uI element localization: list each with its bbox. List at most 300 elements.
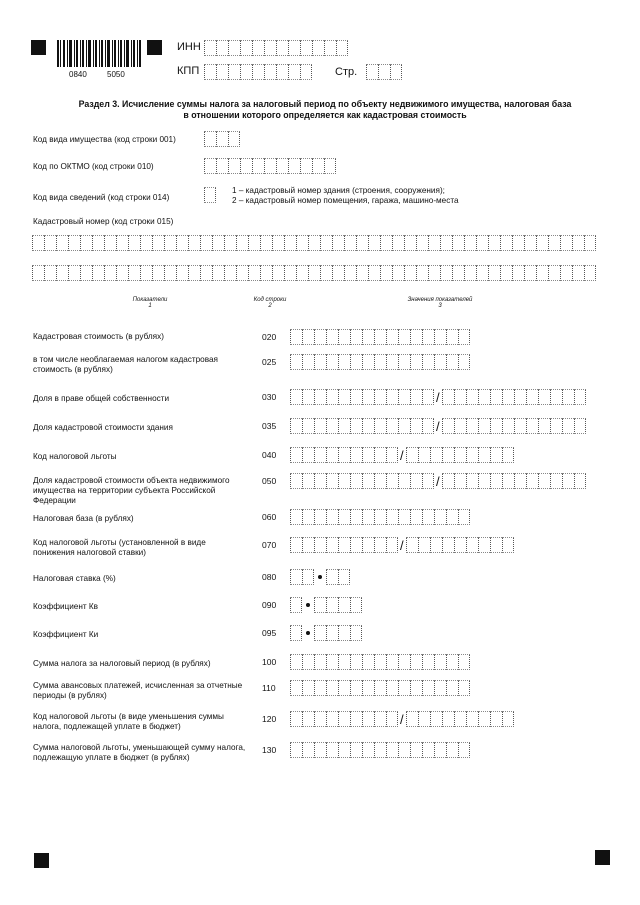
input-cell[interactable] [296,235,308,251]
input-cell[interactable] [500,265,512,281]
input-cell[interactable] [466,711,478,727]
input-cell[interactable] [512,235,524,251]
input-cell[interactable] [514,418,526,434]
input-cell[interactable] [422,329,434,345]
input-cell[interactable] [548,265,560,281]
row-040-value-field[interactable] [290,447,514,463]
input-cell[interactable] [248,265,260,281]
input-cell[interactable] [320,265,332,281]
input-cell[interactable] [362,389,374,405]
input-cell[interactable] [290,509,302,525]
input-cell[interactable] [386,742,398,758]
input-cell[interactable] [428,235,440,251]
input-cell[interactable] [276,40,288,56]
input-cell[interactable] [204,64,216,80]
input-cell[interactable] [550,473,562,489]
input-cell[interactable] [314,742,326,758]
input-cell[interactable] [212,265,224,281]
input-cell[interactable] [490,418,502,434]
input-cell[interactable] [338,742,350,758]
input-cell[interactable] [284,235,296,251]
input-cell[interactable] [362,742,374,758]
input-cell[interactable] [338,473,350,489]
input-cell[interactable] [466,447,478,463]
input-cell[interactable] [574,389,586,405]
input-cell[interactable] [490,473,502,489]
input-cell[interactable] [204,131,216,147]
input-cell[interactable] [176,235,188,251]
input-cell[interactable] [326,509,338,525]
input-cell[interactable] [398,680,410,696]
input-cell[interactable] [326,711,338,727]
input-cell[interactable] [314,447,326,463]
input-cell[interactable] [200,265,212,281]
input-cell[interactable] [338,680,350,696]
input-cell[interactable] [362,329,374,345]
input-cell[interactable] [338,418,350,434]
input-cell[interactable] [350,654,362,670]
input-cell[interactable] [326,742,338,758]
input-cell[interactable] [116,265,128,281]
input-cell[interactable] [442,473,454,489]
input-cell[interactable] [374,711,386,727]
input-cell[interactable] [490,711,502,727]
input-cell[interactable] [454,537,466,553]
input-cell[interactable] [454,389,466,405]
input-cell[interactable] [362,354,374,370]
input-cell[interactable] [290,354,302,370]
input-cell[interactable] [410,654,422,670]
input-cell[interactable] [80,265,92,281]
input-cell[interactable] [302,711,314,727]
input-cell[interactable] [514,389,526,405]
input-cell[interactable] [446,329,458,345]
input-cell[interactable] [386,447,398,463]
info-type-field[interactable] [204,187,216,203]
input-cell[interactable] [562,418,574,434]
input-cell[interactable] [290,711,302,727]
input-cell[interactable] [560,265,572,281]
input-cell[interactable] [104,235,116,251]
input-cell[interactable] [314,597,326,613]
input-cell[interactable] [288,158,300,174]
input-cell[interactable] [314,354,326,370]
input-cell[interactable] [378,64,390,80]
input-cell[interactable] [116,235,128,251]
input-cell[interactable] [406,711,418,727]
input-cell[interactable] [374,418,386,434]
input-cell[interactable] [338,569,350,585]
input-cell[interactable] [302,418,314,434]
input-cell[interactable] [338,654,350,670]
input-cell[interactable] [314,680,326,696]
input-cell[interactable] [350,329,362,345]
input-cell[interactable] [434,354,446,370]
input-cell[interactable] [386,329,398,345]
input-cell[interactable] [224,265,236,281]
input-cell[interactable] [500,235,512,251]
input-cell[interactable] [422,680,434,696]
input-cell[interactable] [490,447,502,463]
input-cell[interactable] [446,509,458,525]
input-cell[interactable] [398,354,410,370]
input-cell[interactable] [446,680,458,696]
input-cell[interactable] [338,389,350,405]
input-cell[interactable] [326,597,338,613]
input-cell[interactable] [326,354,338,370]
input-cell[interactable] [204,40,216,56]
input-cell[interactable] [466,537,478,553]
input-cell[interactable] [418,447,430,463]
input-cell[interactable] [550,389,562,405]
input-cell[interactable] [574,418,586,434]
input-cell[interactable] [454,447,466,463]
input-cell[interactable] [314,418,326,434]
cadastral-number-field-row-2[interactable] [32,265,596,281]
input-cell[interactable] [464,235,476,251]
input-cell[interactable] [260,235,272,251]
input-cell[interactable] [338,537,350,553]
row-060-value-field[interactable] [290,509,470,525]
input-cell[interactable] [416,265,428,281]
input-cell[interactable] [422,389,434,405]
input-cell[interactable] [68,235,80,251]
input-cell[interactable] [368,265,380,281]
input-cell[interactable] [338,597,350,613]
input-cell[interactable] [374,742,386,758]
input-cell[interactable] [434,654,446,670]
input-cell[interactable] [374,447,386,463]
input-cell[interactable] [434,680,446,696]
input-cell[interactable] [152,235,164,251]
input-cell[interactable] [308,235,320,251]
input-cell[interactable] [430,711,442,727]
input-cell[interactable] [452,265,464,281]
input-cell[interactable] [290,537,302,553]
input-cell[interactable] [476,235,488,251]
input-cell[interactable] [338,509,350,525]
row-100-value-field[interactable] [290,654,470,670]
input-cell[interactable] [248,235,260,251]
input-cell[interactable] [356,265,368,281]
input-cell[interactable] [350,418,362,434]
input-cell[interactable] [176,265,188,281]
input-cell[interactable] [344,265,356,281]
input-cell[interactable] [302,389,314,405]
input-cell[interactable] [434,329,446,345]
input-cell[interactable] [584,235,596,251]
input-cell[interactable] [326,329,338,345]
input-cell[interactable] [290,418,302,434]
input-cell[interactable] [140,265,152,281]
input-cell[interactable] [442,418,454,434]
kpp-field[interactable] [204,64,312,80]
input-cell[interactable] [290,473,302,489]
input-cell[interactable] [406,537,418,553]
input-cell[interactable] [288,64,300,80]
input-cell[interactable] [368,235,380,251]
input-cell[interactable] [302,680,314,696]
input-cell[interactable] [422,654,434,670]
input-cell[interactable] [252,158,264,174]
input-cell[interactable] [272,235,284,251]
input-cell[interactable] [434,742,446,758]
input-cell[interactable] [478,711,490,727]
input-cell[interactable] [290,654,302,670]
input-cell[interactable] [188,235,200,251]
input-cell[interactable] [398,473,410,489]
input-cell[interactable] [302,354,314,370]
input-cell[interactable] [252,64,264,80]
input-cell[interactable] [264,40,276,56]
input-cell[interactable] [422,354,434,370]
input-cell[interactable] [314,654,326,670]
input-cell[interactable] [300,158,312,174]
input-cell[interactable] [200,235,212,251]
input-cell[interactable] [240,158,252,174]
input-cell[interactable] [350,711,362,727]
input-cell[interactable] [526,418,538,434]
input-cell[interactable] [308,265,320,281]
input-cell[interactable] [478,473,490,489]
input-cell[interactable] [410,509,422,525]
input-cell[interactable] [478,418,490,434]
input-cell[interactable] [430,537,442,553]
input-cell[interactable] [466,473,478,489]
input-cell[interactable] [350,537,362,553]
input-cell[interactable] [416,235,428,251]
input-cell[interactable] [386,654,398,670]
input-cell[interactable] [326,654,338,670]
input-cell[interactable] [350,447,362,463]
input-cell[interactable] [526,389,538,405]
input-cell[interactable] [466,418,478,434]
oktmo-field[interactable] [204,158,336,174]
input-cell[interactable] [350,473,362,489]
input-cell[interactable] [410,680,422,696]
input-cell[interactable] [332,265,344,281]
input-cell[interactable] [410,329,422,345]
input-cell[interactable] [362,680,374,696]
input-cell[interactable] [290,569,302,585]
input-cell[interactable] [502,537,514,553]
input-cell[interactable] [356,235,368,251]
input-cell[interactable] [236,235,248,251]
input-cell[interactable] [406,447,418,463]
input-cell[interactable] [478,537,490,553]
input-cell[interactable] [320,235,332,251]
input-cell[interactable] [290,389,302,405]
input-cell[interactable] [284,265,296,281]
row-130-value-field[interactable] [290,742,470,758]
input-cell[interactable] [410,389,422,405]
input-cell[interactable] [536,235,548,251]
input-cell[interactable] [324,40,336,56]
input-cell[interactable] [314,389,326,405]
input-cell[interactable] [380,265,392,281]
input-cell[interactable] [276,158,288,174]
input-cell[interactable] [56,235,68,251]
row-080-value-field[interactable] [290,569,350,585]
input-cell[interactable] [302,329,314,345]
row-020-value-field[interactable] [290,329,470,345]
input-cell[interactable] [536,265,548,281]
input-cell[interactable] [216,40,228,56]
input-cell[interactable] [362,711,374,727]
input-cell[interactable] [374,473,386,489]
input-cell[interactable] [152,265,164,281]
input-cell[interactable] [290,329,302,345]
input-cell[interactable] [446,654,458,670]
input-cell[interactable] [290,742,302,758]
input-cell[interactable] [326,680,338,696]
input-cell[interactable] [302,537,314,553]
input-cell[interactable] [44,235,56,251]
input-cell[interactable] [236,265,248,281]
input-cell[interactable] [410,742,422,758]
input-cell[interactable] [478,447,490,463]
input-cell[interactable] [216,64,228,80]
input-cell[interactable] [562,389,574,405]
input-cell[interactable] [350,509,362,525]
input-cell[interactable] [104,265,116,281]
input-cell[interactable] [502,711,514,727]
input-cell[interactable] [548,235,560,251]
row-050-value-field[interactable] [290,473,586,489]
input-cell[interactable] [502,418,514,434]
input-cell[interactable] [302,742,314,758]
input-cell[interactable] [464,265,476,281]
input-cell[interactable] [440,235,452,251]
input-cell[interactable] [452,235,464,251]
input-cell[interactable] [446,742,458,758]
input-cell[interactable] [526,473,538,489]
row-035-value-field[interactable] [290,418,586,434]
input-cell[interactable] [374,537,386,553]
input-cell[interactable] [188,265,200,281]
input-cell[interactable] [488,235,500,251]
input-cell[interactable] [502,447,514,463]
input-cell[interactable] [290,447,302,463]
row-095-value-field[interactable] [290,625,362,641]
row-025-value-field[interactable] [290,354,470,370]
input-cell[interactable] [362,654,374,670]
input-cell[interactable] [584,265,596,281]
input-cell[interactable] [336,40,348,56]
input-cell[interactable] [442,537,454,553]
input-cell[interactable] [422,742,434,758]
input-cell[interactable] [362,418,374,434]
input-cell[interactable] [240,40,252,56]
input-cell[interactable] [490,537,502,553]
input-cell[interactable] [312,158,324,174]
input-cell[interactable] [380,235,392,251]
input-cell[interactable] [562,473,574,489]
input-cell[interactable] [458,329,470,345]
input-cell[interactable] [524,265,536,281]
input-cell[interactable] [240,64,252,80]
input-cell[interactable] [572,265,584,281]
input-cell[interactable] [228,131,240,147]
input-cell[interactable] [422,509,434,525]
input-cell[interactable] [502,389,514,405]
input-cell[interactable] [458,680,470,696]
input-cell[interactable] [164,265,176,281]
input-cell[interactable] [392,265,404,281]
input-cell[interactable] [362,509,374,525]
input-cell[interactable] [32,235,44,251]
input-cell[interactable] [404,265,416,281]
input-cell[interactable] [410,418,422,434]
inn-field[interactable] [204,40,348,56]
input-cell[interactable] [338,329,350,345]
input-cell[interactable] [418,711,430,727]
input-cell[interactable] [326,569,338,585]
input-cell[interactable] [288,40,300,56]
input-cell[interactable] [326,473,338,489]
input-cell[interactable] [386,354,398,370]
input-cell[interactable] [216,131,228,147]
input-cell[interactable] [216,158,228,174]
input-cell[interactable] [350,354,362,370]
input-cell[interactable] [362,473,374,489]
input-cell[interactable] [252,40,264,56]
input-cell[interactable] [442,711,454,727]
input-cell[interactable] [366,64,378,80]
input-cell[interactable] [128,235,140,251]
cadastral-number-field-row-1[interactable] [32,235,596,251]
input-cell[interactable] [430,447,442,463]
input-cell[interactable] [290,625,302,641]
input-cell[interactable] [422,473,434,489]
input-cell[interactable] [374,654,386,670]
input-cell[interactable] [276,64,288,80]
input-cell[interactable] [392,235,404,251]
input-cell[interactable] [386,473,398,489]
input-cell[interactable] [228,64,240,80]
input-cell[interactable] [398,389,410,405]
input-cell[interactable] [442,447,454,463]
input-cell[interactable] [574,473,586,489]
input-cell[interactable] [80,235,92,251]
row-070-value-field[interactable] [290,537,514,553]
input-cell[interactable] [458,354,470,370]
input-cell[interactable] [338,711,350,727]
input-cell[interactable] [428,265,440,281]
input-cell[interactable] [386,680,398,696]
input-cell[interactable] [374,389,386,405]
input-cell[interactable] [374,329,386,345]
input-cell[interactable] [44,265,56,281]
input-cell[interactable] [92,265,104,281]
input-cell[interactable] [338,625,350,641]
input-cell[interactable] [314,711,326,727]
input-cell[interactable] [362,537,374,553]
input-cell[interactable] [538,389,550,405]
input-cell[interactable] [350,625,362,641]
input-cell[interactable] [550,418,562,434]
property-type-field[interactable] [204,131,240,147]
row-030-value-field[interactable] [290,389,586,405]
input-cell[interactable] [32,265,44,281]
input-cell[interactable] [458,509,470,525]
input-cell[interactable] [302,447,314,463]
input-cell[interactable] [302,509,314,525]
input-cell[interactable] [386,418,398,434]
input-cell[interactable] [350,742,362,758]
input-cell[interactable] [560,235,572,251]
input-cell[interactable] [398,418,410,434]
